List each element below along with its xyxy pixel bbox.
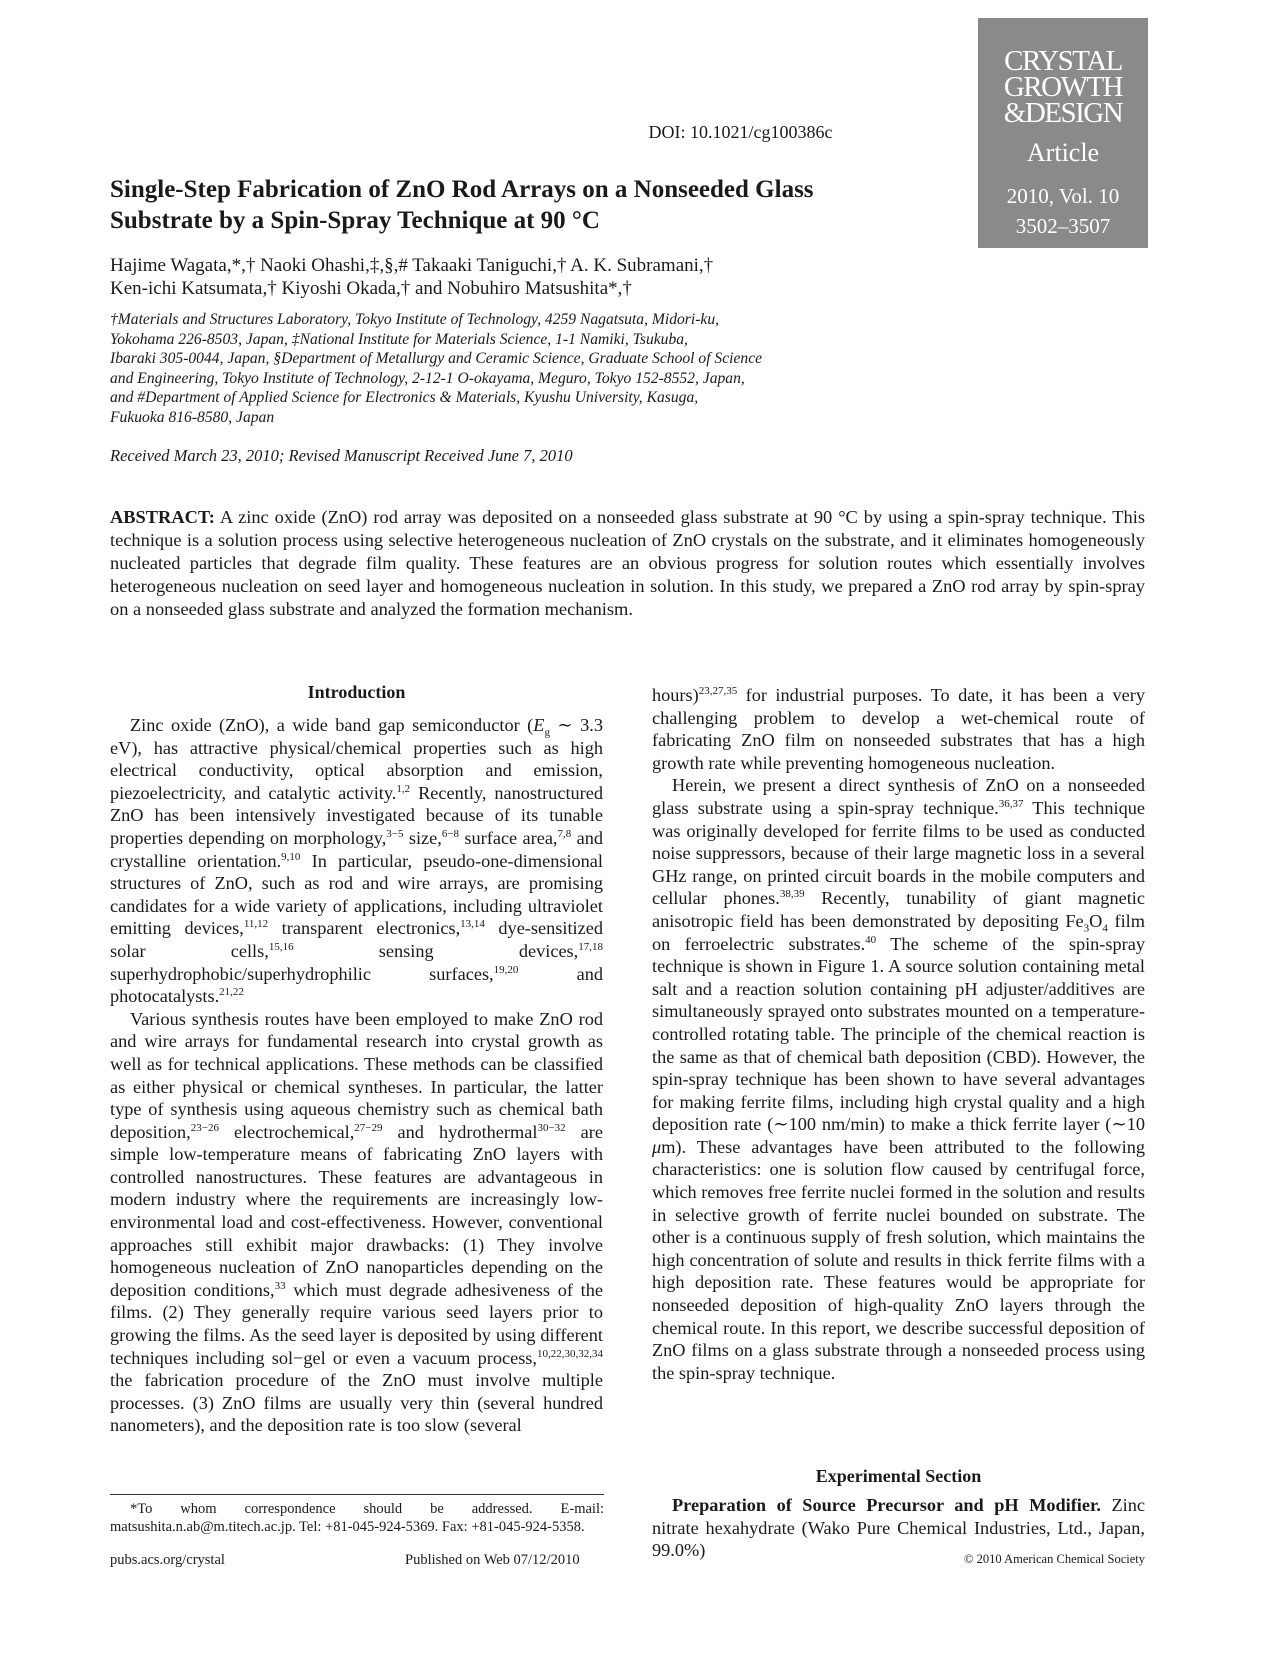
abstract-label: ABSTRACT: — [110, 507, 215, 527]
journal-name-line1: CRYSTAL — [1004, 45, 1122, 77]
journal-name-line2: GROWTH — [1003, 71, 1123, 103]
experimental-subheading: Preparation of Source Precursor and pH Modifier. — [672, 1495, 1101, 1515]
body-paragraph: hours)$^{23,27,35}$ for industrial purposes. To date, it has been a very challenging problem to develop a wet-chemical route of fabricating ZnO film on nonseeded substrates that has a high growth rate while preventing homogeneous nucleation. — [652, 684, 1145, 773]
publication-date: Published on Web 07/12/2010 — [405, 1552, 580, 1568]
footnote-rule — [110, 1494, 604, 1495]
affiliations — [110, 310, 890, 427]
experimental-text: Zinc nitrate hexahydrate (Wako Pure Chemical Industries, Ltd., Japan, 99.0%) — [652, 1495, 1145, 1561]
affiliation-line: and #Department of Applied Science for Electronics & Materials, Kyushu University, Kasuga, — [110, 389, 699, 406]
intro-heading: Introduction — [307, 682, 406, 702]
paper-title — [110, 174, 930, 236]
column-left — [110, 714, 603, 1437]
intro-paragraph: Zinc oxide (ZnO), a wide band gap semiconductor ($E_g$ ∼ 3.3 eV), has attractive physical/chemical properties such as high electrical conductivity, optical absorption and emission, piezoelectricity, and catalytic activity.$^{1,2}$ Recently, nanostructured ZnO has been intensively investigated because of its tunable properties depending on morphology,$^{3-5}$ size,$^{6-8}$ surface area,$^{7,8}$ and crystalline orientation.$^{9,10}$ In particular, pseudo-one-dimensional structures of ZnO, such as rod and wire arrays, are promising candidates for a wide variety of applications, including ultraviolet emitting devices,$^{11,12}$ transparent electronics,$^{13,14}$ dye-sensitized solar cells,$^{15,16}$ sensing devices,$^{17,18}$ superhydrophobic/superhydrophilic surfaces,$^{19,20}$ and photocatalysts.$^{21,22}$ — [110, 715, 604, 1007]
journal-name-line3: &DESIGN — [1003, 97, 1123, 129]
affiliation-line: Fukuoka 816-8580, Japan — [110, 408, 275, 426]
year-volume: 2010, Vol. 10 — [1006, 184, 1120, 208]
correspondence-footnote: *To whom correspondence should be addressed. E-mail: matsushita.n.ab@m.titech.ac.jp. Tel: +81-045-924-5369. Fax: +81-045-924-5358. — [110, 1501, 604, 1535]
affiliation-line: Ibaraki 305-0044, Japan, §Department of Metallurgy and Ceramic Science, Graduate School of Science — [110, 350, 763, 367]
body-paragraph: Herein, we present a direct synthesis of ZnO on a nonseeded glass substrate using a spin-spray technique.$^{36,37}$ This technique was originally developed for ferrite films to be used as conducted noise suppressors, because of their large magnetic loss in a several GHz range, on printed circuit boards in the mobile computers and cellular phones.$^{38,39}$ Recently, tunability of giant magnetic anisotropic field has been demonstrated by depositing $Fe_3O_4$ film on ferroelectric substrates.$^{40}$ The scheme of the spin-spray technique is shown in Figure 1. A source solution containing metal salt and a reaction solution containing pH adjuster/additives are simultaneously sprayed onto substrates mounted on a temperature-controlled rotating table. The principle of the chemical reaction is the same as that of chemical bath deposition (CBD). However, the spin-spray technique has been shown to have several advantages for making ferrite films, including high crystal quality and a high deposition rate (∼100 nm/min) to make a thick ferrite layer (∼10 μm). These advantages have been attributed to the following characteristics: one is solution flow caused by centrifugal force, which removes free ferrite nuclei formed in the solution and results in selective growth of ferrite nuclei bounded on substrate. The other is a continuous supply of fresh solution, which maintains the high concentration of solute and results in thick ferrite films with a high deposition rate. These features would be appropriate for nonseeded deposition of high-quality ZnO layers through the chemical route. In this report, we describe successful deposition of ZnO films on a glass substrate through a nonseeded process using the spin-spray technique. — [652, 775, 1146, 1383]
column-right — [652, 684, 1145, 1384]
doi[interactable]: DOI: 10.1021/cg100386c — [648, 122, 833, 142]
intro-paragraph: Various synthesis routes have been employed to make ZnO rod and wire arrays for fundamental research into crystal growth as well as for technical applications. These methods can be classified as either physical or chemical syntheses. In particular, the latter type of synthesis using aqueous chemistry such as chemical bath deposition,$^{23-26}$ electrochemical,$^{27-29}$ and hydrothermal$^{30-32}$ are simple low-temperature means of fabricating ZnO layers with controlled nanostructures. These features are advantageous in modern industry where the requirements are increasingly low-environmental load and cost-effectiveness. However, conventional approaches still exhibit major drawbacks: (1) They involve homogeneous nucleation of ZnO nanoparticles depending on the deposition conditions,$^{33}$ which must degrade adhesiveness of the films. (2) They generally require various seed layers prior to growing the films. As the seed layer is deposited by using different techniques including sol−gel or even a vacuum process,$^{10,22,30,32,34}$ the fabrication procedure of the ZnO must involve multiple processes. (3) ZnO films are usually very thin (several hundred nanometers), and the deposition rate is too slow (several — [110, 1008, 603, 1436]
journal-url[interactable]: pubs.acs.org/crystal — [110, 1552, 225, 1568]
received-dates: Received March 23, 2010; Revised Manuscript Received June 7, 2010 — [110, 446, 573, 465]
author-list — [110, 254, 910, 300]
experimental-heading: Experimental Section — [815, 1466, 982, 1486]
authors-line: Ken-ichi Katsumata,† Kiyoshi Okada,† and Nobuhiro Matsushita*,† — [110, 278, 632, 299]
page-range: 3502–3507 — [1015, 214, 1111, 238]
affiliation-line: Yokohama 226-8503, Japan, ‡National Institute for Materials Science, 1-1 Namiki, Tsukuba, — [110, 330, 688, 348]
copyright: © 2010 American Chemical Society — [964, 1552, 1145, 1566]
authors-line: Hajime Wagata,*,† Naoki Ohashi,‡,§,# Takaaki Taniguchi,† A. K. Subramani,† — [110, 255, 714, 276]
abstract-text: A zinc oxide (ZnO) rod array was deposited on a nonseeded glass substrate at 90 °C by using a spin-spray technique. This technique is a solution process using selective heterogeneous nucleation of ZnO crystals on the substrate, and it eliminates homogeneously nucleated particles that degrade film quality. These features are an obvious progress for solution routes which essentially involves heterogeneous nucleation on seed layer and homogeneous nucleation in solution. In this study, we prepared a ZnO rod array by spin-spray on a nonseeded glass substrate and analyzed the formation mechanism. — [110, 507, 1145, 619]
affiliation-line: and Engineering, Tokyo Institute of Technology, 2-12-1 O-okayama, Meguro, Tokyo 152-8552, Japan, — [110, 369, 745, 387]
affiliation-line: †Materials and Structures Laboratory, Tokyo Institute of Technology, 4259 Nagatsuta, Midori-ku, — [110, 311, 720, 328]
abstract — [110, 506, 1145, 621]
title-line: Single-Step Fabrication of ZnO Rod Arrays on a Nonseeded Glass — [110, 176, 814, 203]
title-line: Substrate by a Spin-Spray Technique at 90 °C — [110, 207, 600, 234]
article-type: Article — [1026, 138, 1100, 167]
